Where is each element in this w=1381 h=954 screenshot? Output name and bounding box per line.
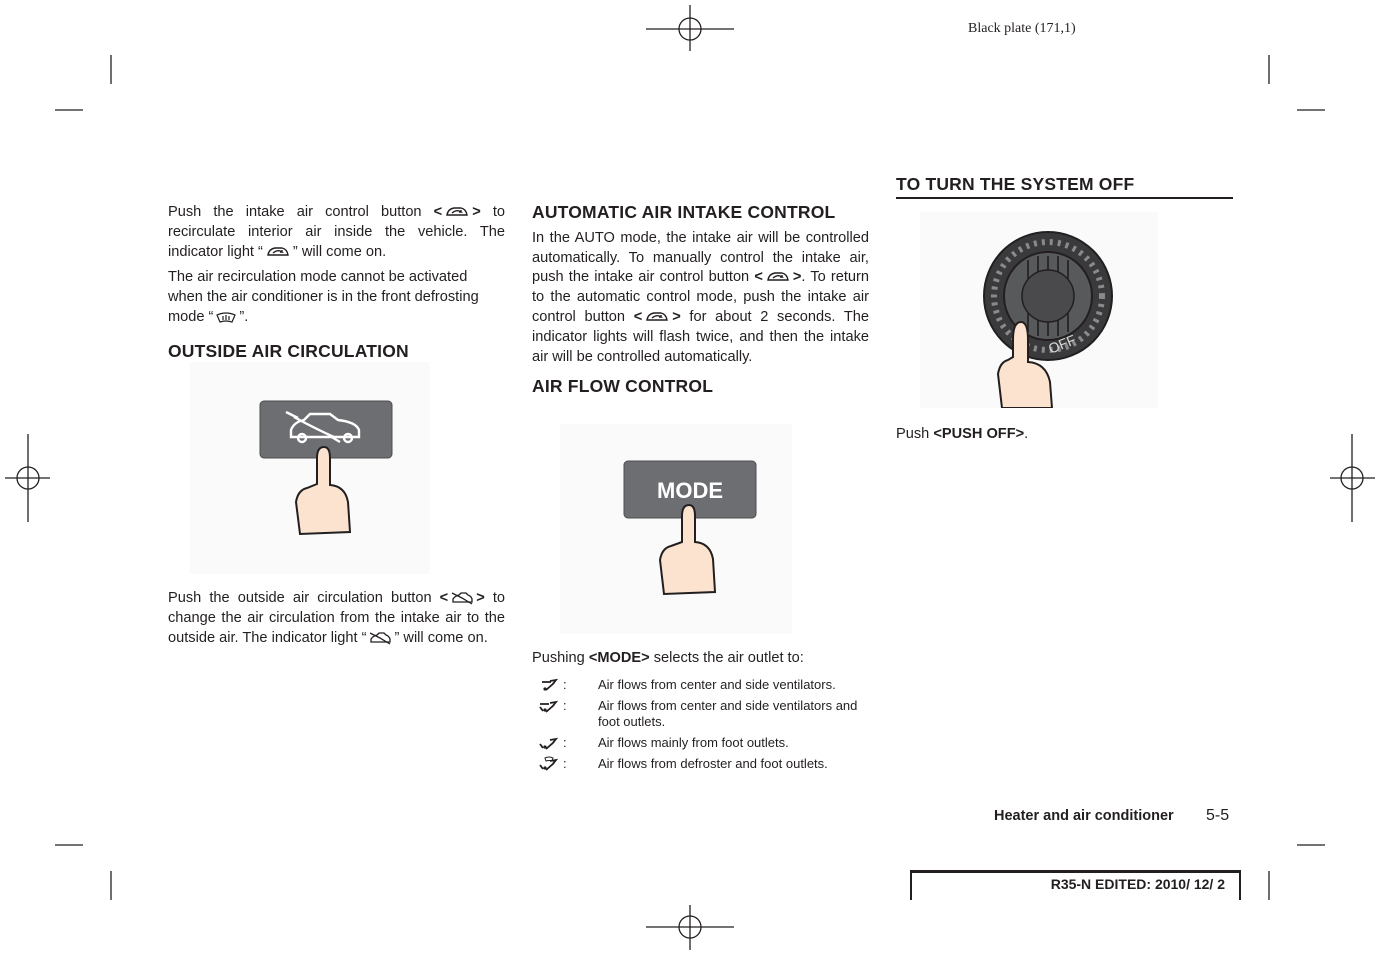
- system-off-heading-block: [896, 174, 1233, 199]
- mode-button-illustration: [560, 424, 792, 634]
- text-span: to recirculate interior air inside the vehicle. The indicator light “: [168, 204, 505, 260]
- column-auto-intake: [532, 203, 869, 397]
- auto-intake-paragraph: [532, 229, 869, 368]
- footer-page-number: 5-5: [1206, 807, 1230, 824]
- recirculation-icon: [265, 245, 291, 259]
- dial-off-label: OFF: [1046, 331, 1078, 357]
- defrost-foot-mode-icon: [532, 756, 566, 772]
- mode-button-label: MODE: [657, 478, 723, 503]
- recirculation-button-ref: < >: [433, 204, 481, 220]
- bilevel-mode-icon: [532, 698, 566, 714]
- mode-description: Air flows from defroster and foot outlets.: [598, 756, 828, 771]
- edited-text: R35-N EDITED: 2010/ 12/ 2: [1050, 876, 1225, 892]
- outside-air-button-ref: < >: [439, 590, 485, 606]
- text-span: .: [1024, 426, 1029, 442]
- text-span: Push: [896, 426, 930, 442]
- text-span: ” will come on.: [292, 243, 387, 260]
- outside-air-heading: OUTSIDE AIR CIRCULATION: [168, 340, 409, 361]
- outside-air-paragraph: [168, 589, 505, 648]
- column-recirculation: [168, 203, 505, 362]
- defrost-note-paragraph: [168, 268, 505, 327]
- colon: :: [563, 756, 567, 771]
- plate-label: Black plate (171,1): [968, 21, 1076, 36]
- recirculation-button-ref: < >: [633, 308, 681, 325]
- push-off-paragraph: [896, 425, 1233, 445]
- text-span: for about 2 seconds. The indicator lights will flash twice, and then the intake air will be controlled automatically.: [532, 308, 869, 365]
- text-span: In the AUTO mode, the intake air will be controlled automatically. To manually control the intake air, push the intake air control button: [532, 229, 869, 286]
- recirculation-icon: [644, 310, 670, 324]
- mode-description: Air flows from center and side ventilators.: [598, 677, 836, 692]
- air-flow-heading: AIR FLOW CONTROL: [532, 376, 714, 397]
- mode-description: Air flows mainly from foot outlets.: [598, 735, 789, 750]
- outside-air-button-illustration: [190, 362, 430, 574]
- text-span: The air recirculation mode cannot be activated when the air conditioner is in the front defrosting mode “: [168, 269, 479, 325]
- mode-button-ref: <MODE>: [588, 650, 650, 666]
- text-span: Pushing: [532, 650, 585, 666]
- text-span: ”.: [239, 308, 249, 325]
- recirculation-paragraph: [168, 203, 505, 262]
- recirculation-button-ref: < >: [754, 269, 802, 286]
- text-span: ” will come on.: [394, 629, 488, 646]
- defroster-icon: [215, 310, 237, 324]
- push-off-button-ref: <PUSH OFF>: [933, 426, 1025, 442]
- system-off-heading: TO TURN THE SYSTEM OFF: [896, 174, 1135, 194]
- auto-intake-heading: AUTOMATIC AIR INTAKE CONTROL: [532, 202, 836, 222]
- push-off-instruction: [896, 425, 1233, 451]
- colon: :: [563, 677, 567, 692]
- text-span: selects the air outlet to:: [653, 650, 804, 666]
- text-span: . To return to the automatic control mode, push the intake air control button: [532, 269, 869, 325]
- foot-mode-icon: [532, 735, 566, 751]
- mode-intro: [532, 649, 869, 675]
- outside-air-icon: [368, 631, 392, 645]
- column-outside-air-text: [168, 589, 505, 654]
- outside-air-icon: [450, 591, 474, 605]
- colon: :: [563, 698, 567, 713]
- recirculation-icon: [765, 270, 791, 284]
- push-off-dial-illustration: [920, 212, 1158, 408]
- vent-mode-icon: [532, 677, 566, 693]
- recirculation-icon: [444, 205, 470, 219]
- mode-intro-paragraph: [532, 649, 869, 669]
- text-span: Push the intake air control button: [168, 204, 422, 220]
- colon: :: [563, 735, 567, 750]
- text-span: Push the outside air circulation button: [168, 590, 432, 606]
- footer-section-title: Heater and air conditioner: [994, 808, 1174, 824]
- edited-stamp: [910, 870, 1241, 900]
- mode-description: Air flows from center and side ventilators and foot outlets.: [598, 698, 858, 729]
- mode-list: [532, 677, 869, 777]
- text-span: to change the air circulation from the intake air to the outside air. The indicator light “: [168, 590, 505, 646]
